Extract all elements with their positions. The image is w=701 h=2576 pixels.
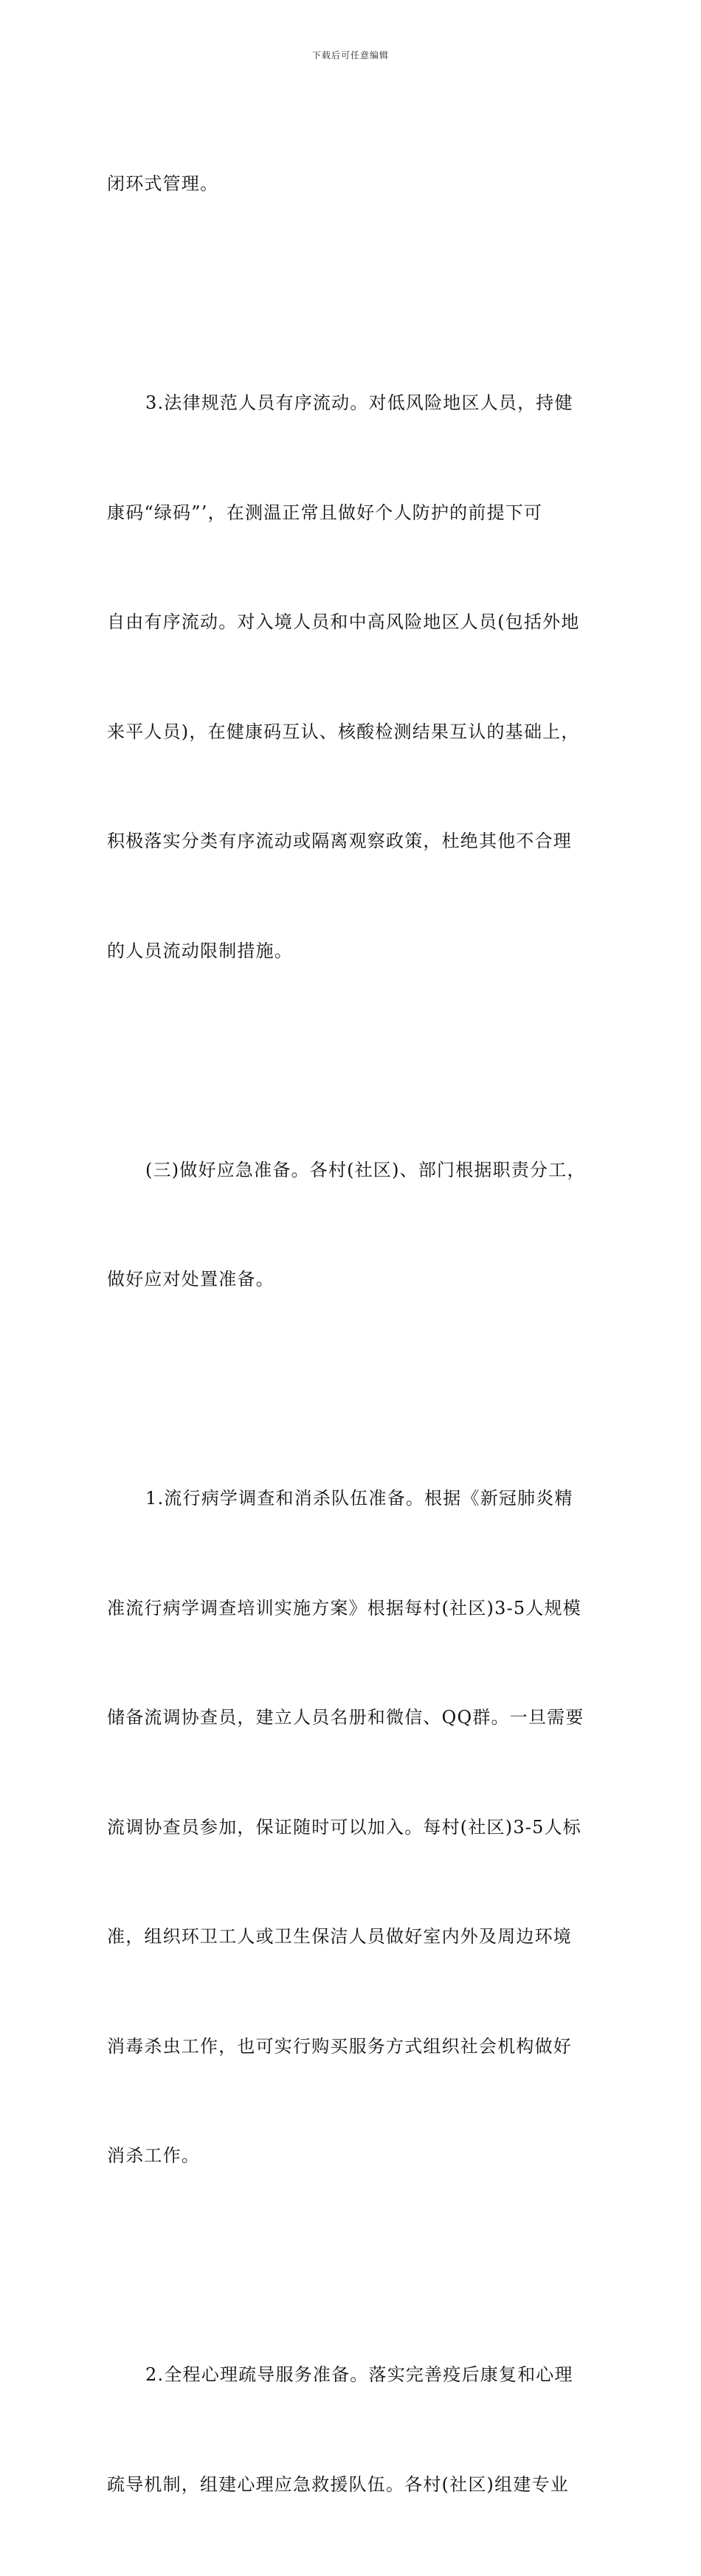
text-line: 来平人员)，在健康码互认、核酸检测结果互认的基础上， — [107, 721, 580, 742]
text-line: 积极落实分类有序流动或隔离观察政策，杜绝其他不合理 — [107, 831, 572, 851]
text-line: 疏导机制，组建心理应急救援队伍。各村(社区)组建专业 — [107, 2473, 569, 2495]
text-line: 1.流行病学调查和消杀队伍准备。根据《新冠肺炎精 — [145, 1488, 573, 1509]
text-line: 准，组织环卫工人或卫生保洁人员做好室内外及周边环境 — [107, 1926, 572, 1947]
paragraph-gap — [107, 2248, 598, 2285]
paragraph — [107, 2284, 598, 2576]
text-line: 做好应对处置准备。 — [107, 1269, 274, 1289]
text-line: 消毒杀虫工作，也可实行购买服务方式组织社会机构做好 — [107, 2035, 572, 2057]
paragraph — [107, 93, 598, 276]
text-line: 准流行病学调查培训实施方案》根据每村(社区)3-5人规模 — [107, 1597, 581, 1618]
paragraph — [107, 312, 598, 1042]
text-line: 闭环式管理。 — [107, 173, 219, 194]
paragraph-gap — [107, 1042, 598, 1079]
paragraph-gap — [107, 1371, 598, 1408]
text-line: (三)做好应急准备。各村(社区)、部门根据职责分工， — [145, 1159, 586, 1180]
text-line: 康码“绿码”’，在测温正常且做好个人防护的前提下可 — [107, 502, 543, 523]
paragraph — [107, 1408, 598, 2248]
text-line: 储备流调协查员，建立人员名册和微信、QQ群。一旦需要 — [107, 1707, 584, 1728]
page-header: 下载后可任意编辑 — [311, 50, 389, 60]
text-line: 自由有序流动。对入境人员和中高风险地区人员(包括外地 — [107, 612, 580, 632]
text-line: 流调协查员参加，保证随时可以加入。每村(社区)3-5人标 — [107, 1816, 581, 1838]
text-line: 的人员流动限制措施。 — [107, 940, 293, 961]
text-line: 2.全程心理疏导服务准备。落实完善疫后康复和心理 — [145, 2364, 573, 2385]
paragraph — [107, 1079, 598, 1371]
text-line: 3.法律规范人员有序流动。对低风险地区人员，持健 — [145, 392, 573, 413]
text-line: 消杀工作。 — [107, 2145, 200, 2166]
paragraph-gap — [107, 276, 598, 313]
document-body — [107, 93, 598, 2576]
